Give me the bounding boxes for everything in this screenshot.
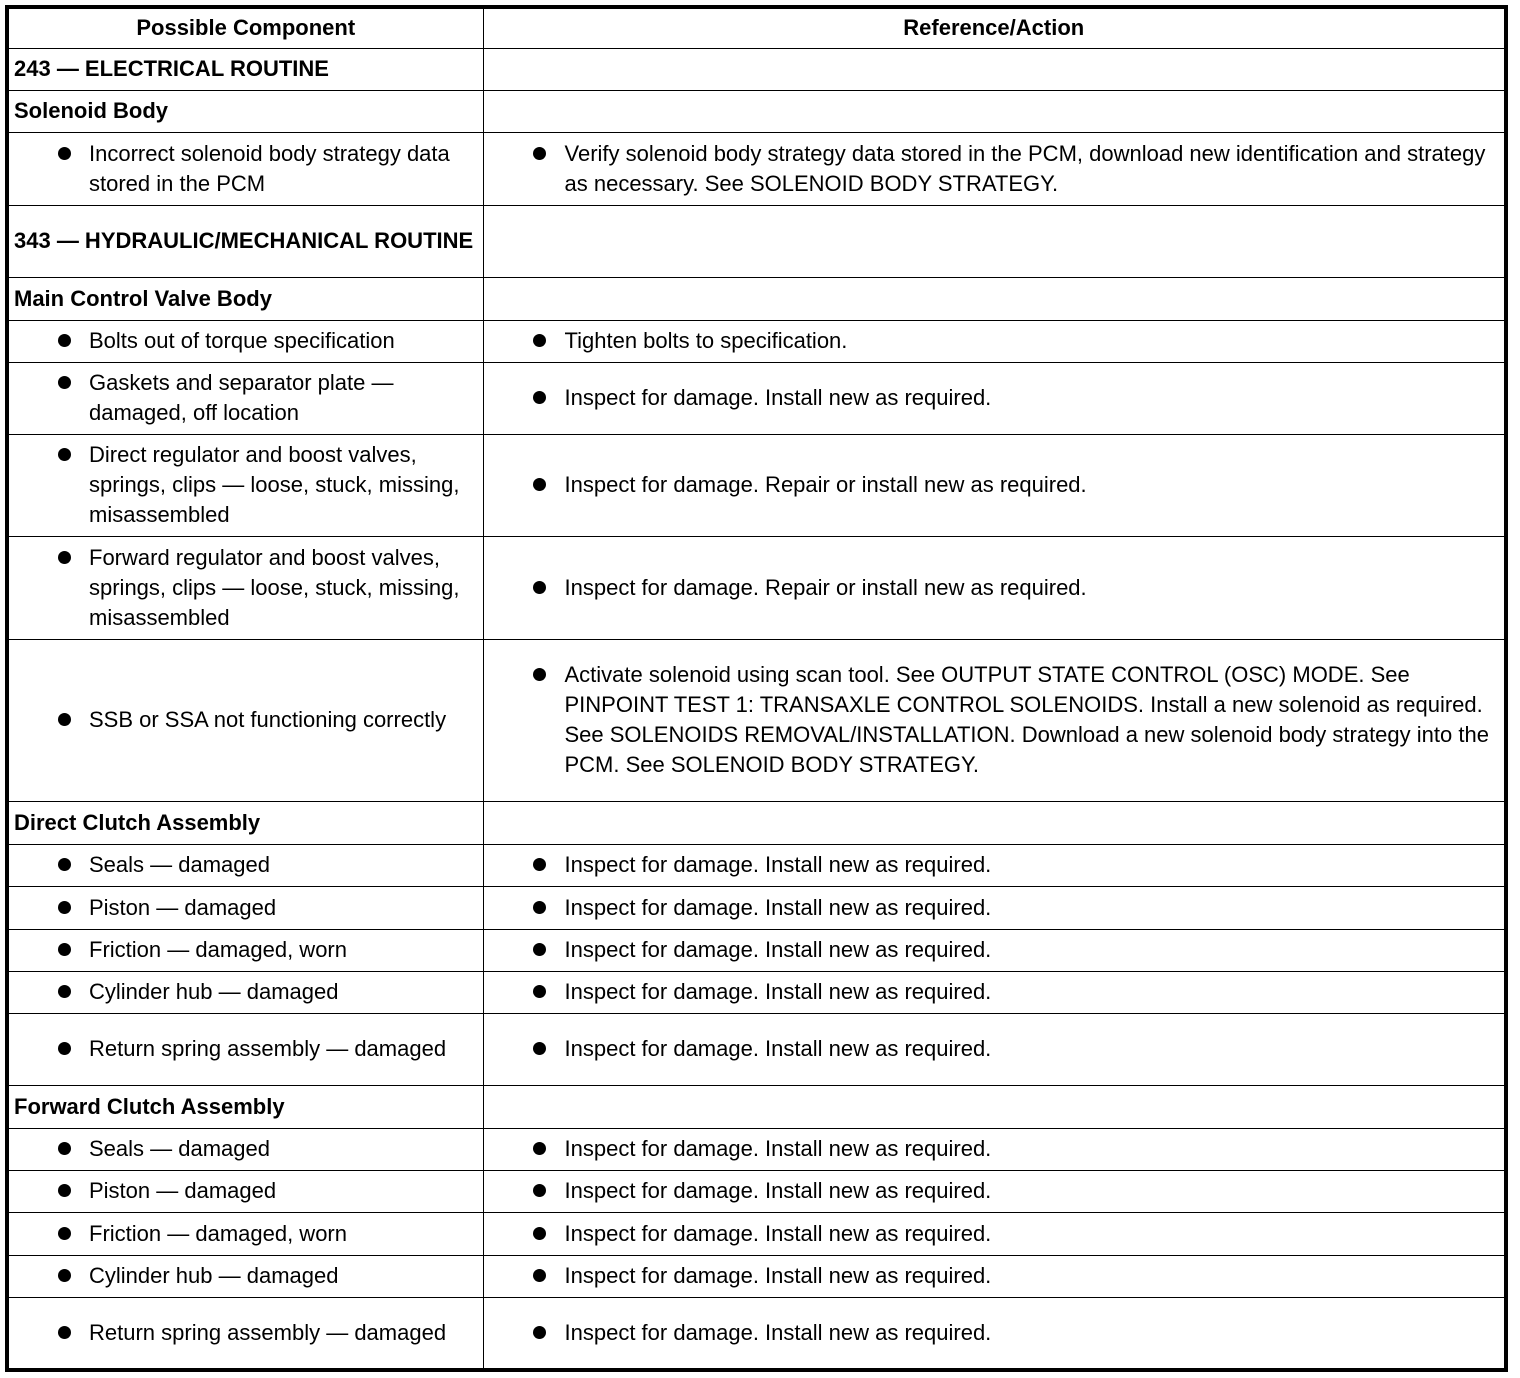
bullet-icon [533, 334, 546, 347]
possible-component-cell [7, 434, 483, 536]
possible-component-cell [7, 1170, 483, 1212]
section-row [7, 277, 1506, 320]
action-text: Inspect for damage. Install new as required. [564, 979, 992, 1004]
bullet-icon [533, 147, 546, 160]
action-text: Inspect for damage. Install new as required. [564, 1178, 992, 1203]
possible-component-cell [7, 1255, 483, 1297]
section-row [7, 1085, 1506, 1128]
bullet-icon [533, 1184, 546, 1197]
action-text: Inspect for damage. Install new as required. [564, 1220, 992, 1246]
possible-component-cell [7, 1212, 483, 1255]
action-text: Inspect for damage. Install new as required. [564, 1319, 992, 1345]
reference-action-cell [483, 1212, 1506, 1255]
table-row [7, 536, 1506, 639]
bullet-icon [58, 376, 71, 389]
reference-action-cell [483, 929, 1506, 971]
section-heading: Main Control Valve Body [7, 277, 483, 320]
component-text: Return spring assembly — damaged [89, 1319, 447, 1345]
bullet-item [9, 1176, 483, 1206]
component-text: Forward regulator and boost valves, springs, clips — loose, stuck, missing, misassembled [89, 544, 460, 630]
bullet-item [9, 139, 483, 199]
table-row [7, 639, 1506, 801]
table-row [7, 1212, 1506, 1255]
component-text: Return spring assembly — damaged [89, 1036, 447, 1061]
component-text: Seals — damaged [89, 852, 270, 877]
reference-action-cell [483, 639, 1506, 801]
header-reference-action: Reference/Action [483, 7, 1506, 48]
action-text: Inspect for damage. Install new as required. [564, 937, 992, 962]
bullet-item [484, 850, 1505, 880]
bullet-item [9, 1261, 483, 1291]
reference-action-cell [483, 844, 1506, 886]
component-text: Cylinder hub — damaged [89, 1263, 339, 1288]
reference-action-cell [483, 971, 1506, 1013]
bullet-item [9, 543, 483, 633]
empty-cell [483, 205, 1506, 277]
component-text: Cylinder hub — damaged [89, 979, 339, 1004]
reference-action-cell [483, 1128, 1506, 1170]
component-text: Gaskets and separator plate — damaged, off location [89, 370, 394, 425]
action-text: Tighten bolts to specification. [564, 328, 848, 353]
action-text: Verify solenoid body strategy data stored in the PCM, download new identification and strategy as necessary. See SOLENOID BODY STRATEGY. [564, 140, 1486, 196]
bullet-icon [533, 1227, 546, 1240]
table-row [7, 1170, 1506, 1212]
bullet-item [484, 139, 1505, 199]
possible-component-cell [7, 886, 483, 929]
component-text: Friction — damaged, worn [89, 1220, 347, 1246]
bullet-item [484, 660, 1505, 780]
reference-action-cell [483, 886, 1506, 929]
bullet-icon [58, 551, 71, 564]
component-text: Friction — damaged, worn [89, 937, 347, 962]
bullet-item [484, 1134, 1505, 1164]
action-text: Inspect for damage. Install new as required. [564, 852, 992, 877]
bullet-icon [58, 1269, 71, 1282]
bullet-item [9, 1134, 483, 1164]
table-row [7, 1013, 1506, 1085]
empty-cell [483, 1085, 1506, 1128]
possible-component-cell [7, 132, 483, 205]
section-heading: Solenoid Body [7, 90, 483, 132]
table-body [7, 48, 1506, 1370]
possible-component-cell [7, 971, 483, 1013]
bullet-item [484, 935, 1505, 965]
reference-action-cell [483, 1255, 1506, 1297]
component-text: Seals — damaged [89, 1136, 270, 1161]
section-row [7, 205, 1506, 277]
section-row [7, 90, 1506, 132]
bullet-icon [58, 448, 71, 461]
component-text: Incorrect solenoid body strategy data stored in the PCM [89, 140, 450, 196]
bullet-item [484, 573, 1505, 603]
bullet-icon [58, 1227, 71, 1240]
bullet-icon [533, 1269, 546, 1282]
possible-component-cell [7, 1128, 483, 1170]
table-row [7, 886, 1506, 929]
reference-action-cell [483, 434, 1506, 536]
component-text: SSB or SSA not functioning correctly [89, 707, 447, 732]
bullet-item [9, 1318, 483, 1348]
bullet-icon [58, 901, 71, 914]
reference-action-cell [483, 320, 1506, 362]
header-possible-component: Possible Component [7, 7, 483, 48]
bullet-icon [58, 985, 71, 998]
bullet-icon [533, 943, 546, 956]
possible-component-cell [7, 639, 483, 801]
bullet-icon [58, 334, 71, 347]
bullet-icon [533, 581, 546, 594]
table-row [7, 320, 1506, 362]
empty-cell [483, 48, 1506, 90]
component-text: Direct regulator and boost valves, springs, clips — loose, stuck, missing, misassembled [89, 442, 460, 527]
reference-action-cell [483, 536, 1506, 639]
possible-component-cell [7, 1013, 483, 1085]
empty-cell [483, 277, 1506, 320]
reference-action-cell [483, 1297, 1506, 1370]
reference-action-cell [483, 1170, 1506, 1212]
bullet-icon [58, 943, 71, 956]
action-text: Inspect for damage. Repair or install new as required. [564, 472, 1087, 497]
possible-component-cell [7, 362, 483, 434]
section-heading: Direct Clutch Assembly [7, 801, 483, 844]
bullet-icon [533, 985, 546, 998]
bullet-icon [533, 478, 546, 491]
reference-action-cell [483, 1013, 1506, 1085]
header-row [7, 7, 1506, 48]
section-heading: 343 — HYDRAULIC/MECHANICAL ROUTINE [7, 205, 483, 277]
bullet-icon [58, 1142, 71, 1155]
reference-action-cell [483, 132, 1506, 205]
bullet-item [9, 1034, 483, 1064]
bullet-icon [533, 1142, 546, 1155]
bullet-icon [533, 901, 546, 914]
bullet-item [484, 1318, 1505, 1348]
action-text: Activate solenoid using scan tool. See OUTPUT STATE CONTROL (OSC) MODE. See PINPOINT TEST 1: TRANSAXLE CONTROL SOLENOIDS. Install a new solenoid as required. See SOLENOIDS REMOVAL/INSTALLATION. Download a new solenoid body strategy into the PCM. See SOLENOID BODY STRATEGY. [564, 662, 1489, 777]
bullet-item [9, 893, 483, 923]
bullet-item [484, 1219, 1505, 1249]
section-row [7, 801, 1506, 844]
bullet-icon [533, 858, 546, 871]
bullet-item [9, 705, 483, 735]
action-text: Inspect for damage. Install new as required. [564, 385, 992, 410]
table-row [7, 929, 1506, 971]
bullet-icon [58, 1326, 71, 1339]
bullet-item [484, 977, 1505, 1007]
component-text: Bolts out of torque specification [89, 328, 395, 353]
bullet-item [484, 470, 1505, 500]
table-row [7, 1297, 1506, 1370]
action-text: Inspect for damage. Install new as required. [564, 1136, 992, 1161]
action-text: Inspect for damage. Install new as required. [564, 1036, 992, 1061]
table-row [7, 1128, 1506, 1170]
possible-component-cell [7, 1297, 483, 1370]
bullet-icon [533, 1326, 546, 1339]
bullet-item [9, 935, 483, 965]
empty-cell [483, 90, 1506, 132]
bullet-item [9, 850, 483, 880]
table-row [7, 434, 1506, 536]
table-row [7, 844, 1506, 886]
bullet-item [484, 1034, 1505, 1064]
bullet-icon [58, 858, 71, 871]
bullet-item [9, 368, 483, 428]
table-row [7, 362, 1506, 434]
bullet-item [484, 326, 1505, 356]
empty-cell [483, 801, 1506, 844]
possible-component-cell [7, 844, 483, 886]
bullet-icon [58, 1042, 71, 1055]
table-row [7, 1255, 1506, 1297]
action-text: Inspect for damage. Install new as required. [564, 1263, 992, 1288]
diagnostic-table [5, 5, 1508, 1372]
component-text: Piston — damaged [89, 894, 277, 920]
reference-action-cell [483, 362, 1506, 434]
action-text: Inspect for damage. Repair or install new as required. [564, 574, 1087, 600]
bullet-item [9, 440, 483, 530]
section-heading: Forward Clutch Assembly [7, 1085, 483, 1128]
table-row [7, 132, 1506, 205]
bullet-item [9, 1219, 483, 1249]
bullet-icon [58, 713, 71, 726]
bullet-icon [533, 391, 546, 404]
table-row [7, 971, 1506, 1013]
section-heading: 243 — ELECTRICAL ROUTINE [7, 48, 483, 90]
bullet-item [484, 1176, 1505, 1206]
bullet-item [484, 1261, 1505, 1291]
possible-component-cell [7, 929, 483, 971]
action-text: Inspect for damage. Install new as required. [564, 894, 992, 920]
bullet-item [484, 893, 1505, 923]
possible-component-cell [7, 320, 483, 362]
possible-component-cell [7, 536, 483, 639]
bullet-item [484, 383, 1505, 413]
bullet-icon [58, 1184, 71, 1197]
bullet-icon [58, 147, 71, 160]
component-text: Piston — damaged [89, 1178, 277, 1203]
bullet-icon [533, 668, 546, 681]
bullet-icon [533, 1042, 546, 1055]
section-row [7, 48, 1506, 90]
bullet-item [9, 977, 483, 1007]
bullet-item [9, 326, 483, 356]
